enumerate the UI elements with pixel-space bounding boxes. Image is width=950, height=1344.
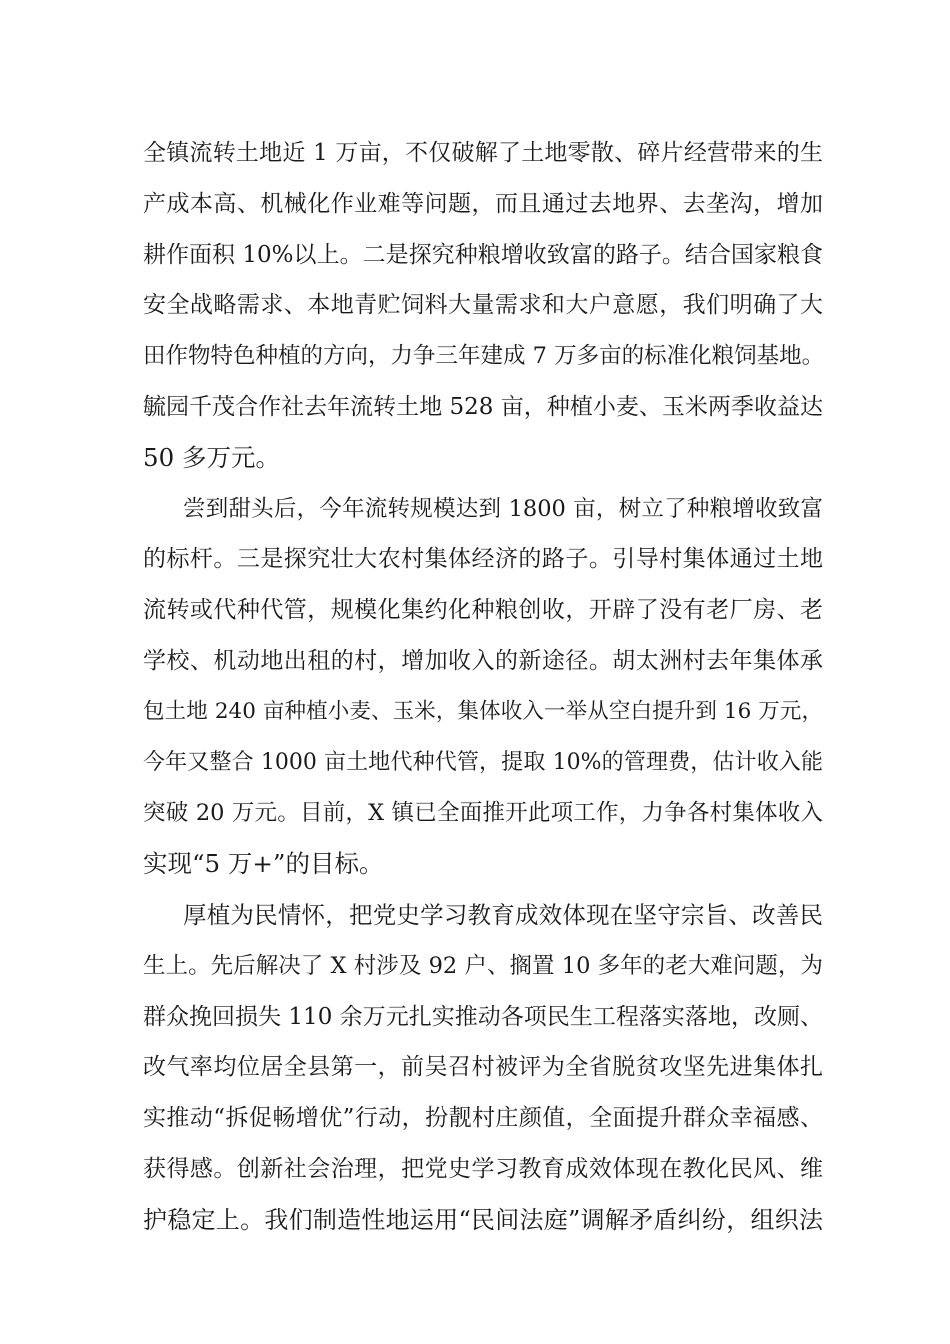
text-line: 的标杆。三是探究壮大农村集体经济的路子。引导村集体通过土地 — [143, 546, 823, 573]
text-line: 突破 20 万元。目前，X 镇已全面推开此项工作，力争各村集体收入 — [143, 800, 823, 827]
text-line: 田作物特色种植的方向，力争三年建成 7 万多亩的标准化粮饲基地。 — [143, 343, 825, 370]
text-line: 获得感。创新社会治理，把党史学习教育成效体现在教化民风、维 — [143, 1155, 823, 1182]
text-line: 安全战略需求、本地青贮饲料大量需求和大户意愿，我们明确了大 — [143, 292, 823, 319]
text-line: 包土地 240 亩种植小麦、玉米，集体收入一举从空白提升到 16 万元， — [143, 698, 823, 724]
text-line: 耕作面积 10%以上。二是探究种粮增收致富的路子。结合国家粮食 — [143, 241, 823, 268]
body-text — [143, 133, 823, 1251]
text-line: 改气率均位居全县第一，前吴召村被评为全省脱贫攻坚先进集体扎 — [143, 1054, 823, 1081]
text-line: 流转或代种代管，规模化集约化种粮创收，开辟了没有老厂房、老 — [143, 597, 823, 624]
text-line: 尝到甜头后，今年流转规模达到 1800 亩，树立了种粮增收致富 — [183, 495, 823, 522]
text-line: 毓园千茂合作社去年流转土地 528 亩，种植小麦、玉米两季收益达 — [143, 393, 823, 420]
text-line: 厚植为民情怀，把党史学习教育成效体现在坚守宗旨、改善民 — [183, 900, 823, 929]
text-line: 群众挽回损失 110 余万元扎实推动各项民生工程落实落地，改厕、 — [143, 1003, 823, 1030]
text-line: 产成本高、机械化作业难等问题，而且通过去地界、去垄沟，增加 — [143, 190, 823, 217]
text-line: 实推动“拆促畅增优”行动，扮靓村庄颜值，全面提升群众幸福感、 — [143, 1105, 823, 1132]
text-line: 护稳定上。我们制造性地运用“民间法庭”调解矛盾纠纷，组织法 — [143, 1205, 823, 1234]
text-line: 全镇流转土地近 1 万亩，不仅破解了土地零散、碎片经营带来的生 — [143, 140, 823, 166]
text-line: 生上。先后解决了 X 村涉及 92 户、搁置 10 多年的老大难问题，为 — [143, 952, 823, 979]
text-line: 50 多万元。 — [143, 442, 280, 472]
text-line: 实现“5 万+”的目标。 — [143, 849, 384, 879]
text-line: 学校、机动地出租的村，增加收入的新途径。胡太洲村去年集体承 — [143, 647, 823, 674]
text-line: 今年又整合 1000 亩土地代种代管，提取 10%的管理费，估计收入能 — [143, 749, 823, 775]
